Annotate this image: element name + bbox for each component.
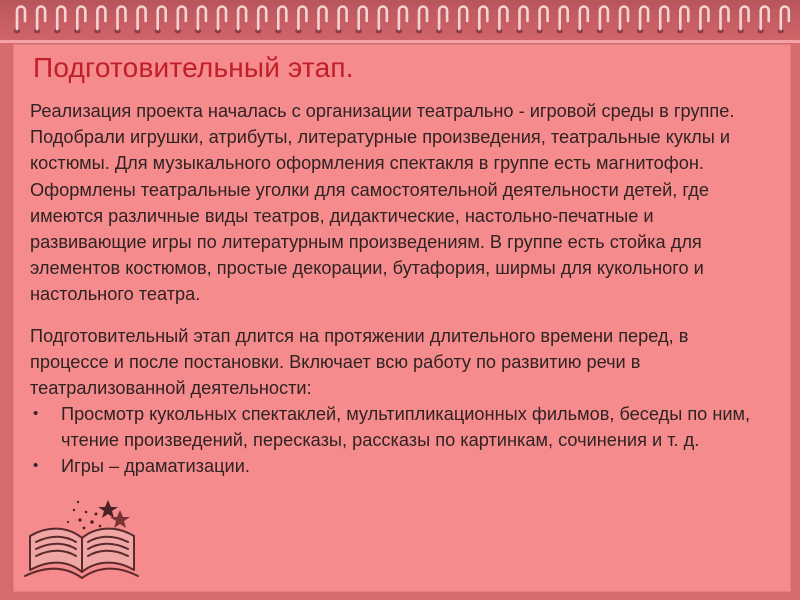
paragraph-preparation: Реализация проекта началась с организации театрально - игровой среды в группе. Подобрали игрушки, атрибуты, литературные произведения, театральные куклы и костюмы. Для музыкального оформления спектакля в группе есть магнитофон. Оформлены театральные уголки для самостоятельной деятельности детей, где имеются различные виды театров, дидактические, настольно-печатные и развивающие игры по литературным произведениям. В группе есть стойка для элементов костюмов, простые декорации, бутафория, ширмы для кукольного и настольного театра. — [30, 101, 735, 305]
notebook-ring-icon — [255, 7, 266, 34]
notebook-ring-icon — [496, 7, 507, 34]
notebook-ring-icon — [557, 7, 568, 34]
notebook-ring-icon — [536, 7, 547, 34]
ring-row — [12, 3, 792, 37]
notebook-ring-icon — [114, 7, 125, 34]
list-item-text: Просмотр кукольных спектаклей, мультипликационных фильмов, беседы по ним, чтение произведений, пересказы, рассказы по картинкам, сочинения и т. д. — [61, 404, 751, 451]
bullet-marker: • — [33, 405, 39, 422]
notebook-ring-icon — [74, 7, 85, 34]
top-rule — [0, 40, 800, 43]
notebook-ring-icon — [577, 7, 588, 34]
notebook-ring-icon — [215, 7, 226, 34]
open-book-icon — [22, 492, 140, 582]
notebook-ring-icon — [134, 7, 145, 34]
bullet-marker: • — [33, 457, 39, 475]
notebook-ring-icon — [516, 7, 527, 34]
notebook-ring-icon — [396, 7, 407, 34]
notebook-ring-icon — [717, 7, 728, 34]
notebook-ring-icon — [737, 7, 748, 34]
star-icon — [67, 500, 130, 529]
notebook-ring-icon — [677, 7, 688, 34]
notebook-ring-icon — [14, 7, 25, 34]
notebook-ring-icon — [195, 7, 206, 34]
notebook-ring-icon — [315, 7, 326, 34]
notebook-ring-icon — [456, 7, 467, 34]
notebook-ring-icon — [356, 7, 367, 34]
notebook-ring-icon — [476, 7, 487, 34]
notebook-ring-icon — [597, 7, 608, 34]
notebook-ring-icon — [416, 7, 427, 34]
notebook-ring-icon — [617, 7, 628, 34]
notebook-ring-icon — [155, 7, 166, 34]
list-item — [30, 453, 770, 479]
list-item — [30, 401, 770, 453]
notebook-ring-icon — [376, 7, 387, 34]
activity-list — [30, 401, 770, 480]
notebook-ring-icon — [637, 7, 648, 34]
notebook-ring-icon — [54, 7, 65, 34]
notebook-ring-icon — [778, 7, 789, 34]
notebook-ring-icon — [34, 7, 45, 34]
slide-title: Подготовительный этап. — [33, 52, 354, 83]
list-item-text: Игры – драматизации. — [61, 456, 250, 477]
notebook-binding — [0, 0, 800, 40]
notebook-ring-icon — [697, 7, 708, 34]
notebook-ring-icon — [275, 7, 286, 34]
notebook-ring-icon — [758, 7, 769, 34]
notebook-ring-icon — [436, 7, 447, 34]
notebook-ring-icon — [657, 7, 668, 34]
notebook-ring-icon — [335, 7, 346, 34]
paragraph-stage-duration: Подготовительный этап длится на протяжении длительного времени перед, в процессе и после постановки. Включает всю работу по развитию речи в театрализованной деятельности: — [30, 326, 689, 399]
notebook-ring-icon — [295, 7, 306, 34]
notebook-ring-icon — [94, 7, 105, 34]
notebook-ring-icon — [175, 7, 186, 34]
notebook-ring-icon — [235, 7, 246, 34]
